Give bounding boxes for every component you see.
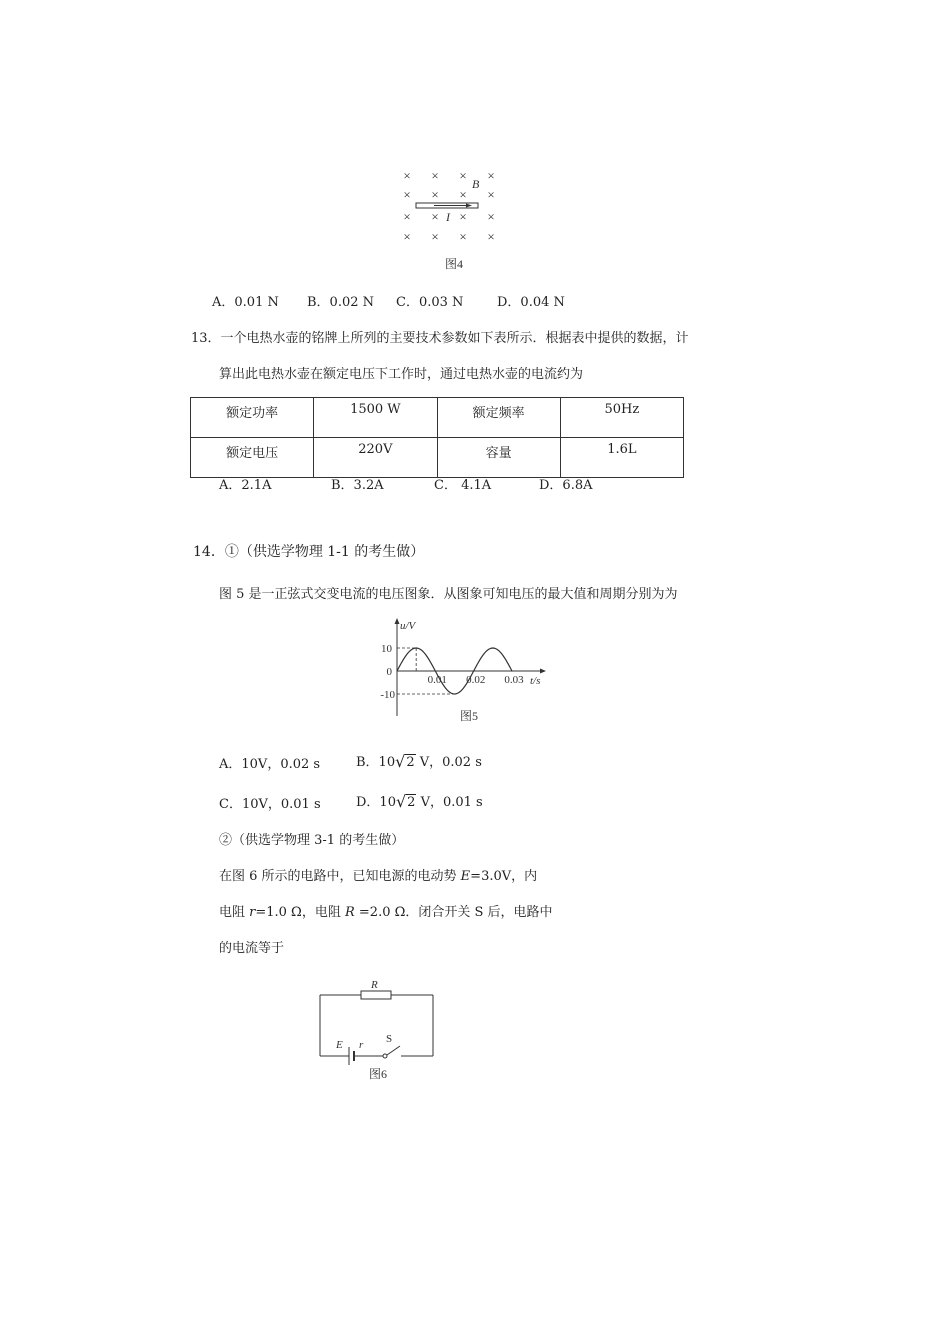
label-s: S — [386, 1033, 393, 1045]
table-row — [191, 438, 684, 478]
label-i: I — [446, 210, 450, 224]
sqrt-symbol: √2 — [395, 792, 416, 811]
q14-option-c: C．10V，0.01 s — [219, 797, 321, 812]
q12-option-a: A．0.01 N — [212, 295, 279, 310]
text-span: =1.0 Ω，电阻 — [255, 905, 345, 920]
table-cell: 50Hz — [560, 398, 683, 438]
field-mark: × — [431, 187, 439, 202]
q13-option-b: B．3.2A — [331, 478, 384, 493]
table-cell: 1500 W — [314, 398, 437, 438]
field-mark: × — [487, 229, 495, 244]
text-span: 电阻 — [219, 905, 250, 920]
x-axis-arrow — [540, 669, 546, 674]
q13-option-d: D．6.8A — [539, 478, 593, 493]
radicand: 2 — [407, 795, 416, 810]
q13-option-c: C． 4.1A — [434, 478, 492, 493]
figure-6-caption: 图6 — [368, 1067, 388, 1081]
table-row — [191, 398, 684, 438]
q14-option-b-suffix: V，0.02 s — [415, 755, 482, 770]
internal-resistance-symbol: r — [249, 905, 256, 920]
q12-option-b: B．0.02 N — [307, 295, 375, 310]
kettle-spec-table — [190, 397, 684, 478]
q14-part2-line3: 的电流等于 — [219, 941, 285, 956]
field-mark: × — [403, 209, 411, 224]
figure-5-chart — [370, 616, 555, 728]
q14-heading: 14．①（供选学物理 1-1 的考生做） — [193, 544, 425, 560]
sqrt-symbol: √2 — [395, 752, 415, 771]
q14-option-a: A．10V，0.02 s — [219, 757, 321, 772]
q14-stem: 图 5 是一正弦式交变电流的电压图象．从图象可知电压的最大值和周期分别为为 — [219, 587, 678, 602]
q14-part2-heading: ②（供选学物理 3-1 的考生做） — [219, 833, 405, 848]
table-cell: 1.6L — [560, 438, 683, 478]
q14-option-d-prefix: D．10 — [356, 795, 396, 810]
field-mark: × — [459, 229, 467, 244]
field-mark: × — [487, 187, 495, 202]
q14-option-d — [356, 791, 483, 811]
y-tick-label: -10 — [380, 689, 395, 701]
figure-6-circuit — [312, 975, 442, 1087]
q13-stem-line1: 13．一个电热水壶的铭牌上所列的主要技术参数如下表所示．根据表中提供的数据，计 — [191, 331, 689, 346]
q12-option-d: D．0.04 N — [497, 295, 565, 310]
q14-option-b — [356, 751, 482, 771]
figure-5-caption: 图5 — [459, 709, 479, 723]
q14-part2-line2 — [219, 901, 553, 920]
switch-lever — [387, 1046, 400, 1055]
table-cell: 额定功率 — [191, 398, 314, 438]
field-mark: × — [403, 168, 411, 183]
q14-option-b-prefix: B．10 — [356, 755, 396, 770]
field-mark: × — [403, 229, 411, 244]
text-span: =3.0V，内 — [470, 869, 538, 884]
field-mark: × — [403, 187, 411, 202]
label-e: E — [336, 1039, 343, 1051]
y-tick-label: 10 — [381, 643, 392, 655]
q14-part2-line1 — [219, 865, 537, 884]
field-mark: × — [431, 229, 439, 244]
table-cell: 220V — [314, 438, 437, 478]
figure-4-caption: 图4 — [444, 257, 464, 271]
field-mark: × — [487, 168, 495, 183]
field-mark: × — [459, 187, 467, 202]
x-tick-label: 0.03 — [504, 674, 524, 686]
field-mark: × — [431, 168, 439, 183]
text-span: =2.0 Ω．闭合开关 S 后，电路中 — [354, 905, 553, 920]
y-axis-arrow — [395, 618, 400, 624]
current-arrow-head — [466, 204, 472, 208]
x-tick-label: 0.02 — [466, 674, 486, 686]
emf-symbol: E — [460, 869, 471, 884]
field-mark: × — [459, 209, 467, 224]
figure-4 — [396, 166, 506, 276]
y-tick-label: 0 — [386, 666, 392, 678]
field-mark: × — [487, 209, 495, 224]
q14-option-d-suffix: V，0.01 s — [416, 795, 483, 810]
label-b: B — [472, 177, 480, 191]
resistance-symbol: R — [344, 905, 355, 920]
radicand: 2 — [406, 755, 415, 770]
label-r-internal: r — [359, 1039, 364, 1051]
resistor — [361, 991, 391, 999]
q13-option-a: A．2.1A — [219, 478, 272, 493]
q12-option-c: C．0.03 N — [396, 295, 464, 310]
y-axis-label: u/V — [400, 620, 416, 632]
q13-stem-line2: 算出此电热水壶在额定电压下工作时，通过电热水壶的电流约为 — [219, 367, 584, 382]
field-mark: × — [459, 168, 467, 183]
field-mark: × — [431, 209, 439, 224]
table-cell: 额定电压 — [191, 438, 314, 478]
x-tick-label: 0.01 — [427, 674, 447, 686]
label-r-resistor: R — [371, 979, 378, 991]
table-cell: 容量 — [437, 438, 560, 478]
switch-contact — [383, 1054, 387, 1058]
text-span: 在图 6 所示的电路中，已知电源的电动势 — [219, 869, 461, 884]
table-cell: 额定频率 — [437, 398, 560, 438]
x-axis-label: t/s — [530, 675, 541, 687]
